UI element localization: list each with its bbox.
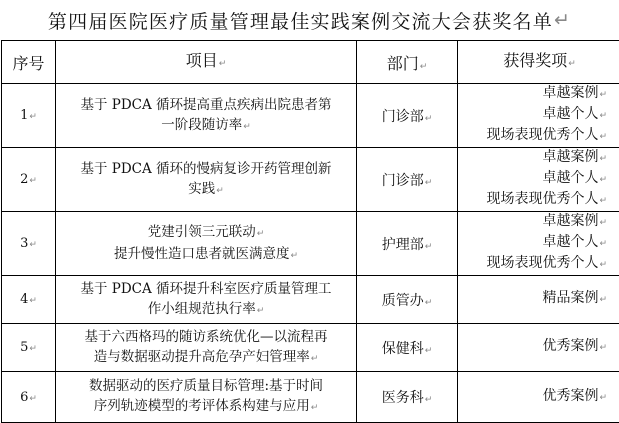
paragraph-mark: ↵	[599, 260, 607, 270]
cell-text: 一阶段随访率	[161, 117, 242, 133]
project-cell	[56, 148, 357, 212]
cell-text: 卓越案例	[542, 85, 598, 101]
award-cell	[458, 148, 619, 212]
table-row	[2, 84, 619, 148]
cell-text: 门诊部	[382, 109, 424, 125]
header-award	[458, 41, 619, 84]
paragraph-mark: ↵	[599, 90, 607, 100]
document-title: 第四届医院医疗质量管理最佳实践案例交流大会获奖名单	[48, 7, 553, 34]
paragraph-mark: ↵	[599, 393, 607, 403]
award-cell	[458, 212, 619, 276]
paragraph-mark: ↵	[311, 403, 319, 413]
paragraph-mark: ↵	[599, 218, 607, 228]
cell-text: 作小组规范执行率	[148, 301, 256, 317]
cell-text: 医务科	[382, 390, 424, 406]
paragraph-mark: ↵	[599, 239, 607, 249]
table-row	[2, 372, 619, 423]
dept-cell	[357, 212, 458, 276]
table-row	[2, 324, 619, 372]
paragraph-mark: ↵	[599, 196, 607, 206]
project-cell	[56, 212, 357, 276]
cell-text: 卓越案例	[542, 213, 598, 229]
project-cell	[56, 372, 357, 423]
project-cell	[56, 324, 357, 372]
table-row	[2, 148, 619, 212]
cell-text: 基于 PDCA 循环提升科室医疗质量管理工	[60, 279, 352, 299]
row-number	[2, 148, 56, 212]
cell-text: 2	[20, 172, 28, 187]
paragraph-mark: ↵	[568, 59, 576, 69]
paragraph-mark: ↵	[29, 394, 37, 404]
paragraph-mark: ↵	[599, 295, 607, 305]
row-number	[2, 212, 56, 276]
paragraph-mark: ↵	[599, 175, 607, 185]
paragraph-mark: ↵	[425, 346, 433, 356]
cell-text: 1	[20, 108, 28, 123]
header-dept	[357, 41, 458, 84]
dept-cell	[357, 276, 458, 324]
cell-text: 造与数据驱动提升高危孕产妇管理率	[94, 349, 310, 365]
cell-text: 护理部	[382, 237, 424, 253]
row-number	[2, 324, 56, 372]
paragraph-mark: ↵	[425, 395, 433, 405]
cell-text: 质管办	[382, 293, 424, 309]
paragraph-mark: ↵	[257, 306, 265, 316]
paragraph-mark: ↵	[29, 176, 37, 186]
paragraph-mark: ↵	[29, 296, 37, 306]
cell-text: 5	[20, 340, 28, 355]
award-cell	[458, 372, 619, 423]
project-cell	[56, 276, 357, 324]
cell-text: 序号	[12, 54, 44, 73]
cell-text: 3	[20, 236, 28, 251]
paragraph-mark: ↵	[425, 114, 433, 124]
cell-text: 党建引领三元联动	[148, 224, 256, 240]
paragraph-mark: ↵	[420, 62, 428, 72]
cell-text: 卓越个人	[542, 234, 598, 250]
cell-text: 优秀案例	[542, 388, 598, 404]
paragraph-mark: ↵	[554, 9, 571, 31]
cell-text: 基于 PDCA 循环的慢病复诊开药管理创新	[60, 159, 352, 179]
paragraph-mark: ↵	[311, 354, 319, 364]
cell-text: 部门	[387, 54, 419, 73]
paragraph-mark: ↵	[219, 59, 227, 69]
dept-cell	[357, 324, 458, 372]
cell-text: 现场表现优秀个人	[486, 255, 598, 271]
paragraph-mark: ↵	[599, 343, 607, 353]
table-header-row	[2, 41, 619, 84]
cell-text: 提升慢性造口患者就医满意度	[114, 246, 290, 262]
row-number	[2, 372, 56, 423]
table-row	[2, 276, 619, 324]
paragraph-mark: ↵	[29, 344, 37, 354]
award-cell	[458, 276, 619, 324]
paragraph-mark: ↵	[216, 186, 224, 196]
award-table	[1, 40, 619, 423]
paragraph-mark: ↵	[425, 242, 433, 252]
header-project	[56, 41, 357, 84]
row-number	[2, 84, 56, 148]
cell-text: 实践	[188, 181, 215, 197]
cell-text: 项目	[186, 51, 218, 70]
dept-cell	[357, 372, 458, 423]
cell-text: 卓越个人	[542, 170, 598, 186]
project-cell	[56, 84, 357, 148]
cell-text: 6	[20, 390, 28, 405]
dept-cell	[357, 148, 458, 212]
cell-text: 基于六西格玛的随访系统优化—以流程再	[60, 327, 352, 347]
cell-text: 现场表现优秀个人	[486, 191, 598, 207]
row-number	[2, 276, 56, 324]
paragraph-mark: ↵	[243, 122, 251, 132]
paragraph-mark: ↵	[29, 112, 37, 122]
cell-text: 优秀案例	[542, 338, 598, 354]
paragraph-mark: ↵	[599, 111, 607, 121]
paragraph-mark: ↵	[599, 154, 607, 164]
paragraph-mark: ↵	[29, 240, 37, 250]
table-row	[2, 212, 619, 276]
dept-cell	[357, 84, 458, 148]
award-cell	[458, 84, 619, 148]
header-no	[2, 41, 56, 84]
cell-text: 序列轨迹模型的考评体系构建与应用	[94, 398, 310, 414]
cell-text: 卓越案例	[542, 149, 598, 165]
paragraph-mark: ↵	[599, 132, 607, 142]
cell-text: 卓越个人	[542, 106, 598, 122]
cell-text: 精品案例	[542, 290, 598, 306]
cell-text: 数据驱动的医疗质量目标管理:基于时间	[60, 376, 352, 396]
document-title-bar	[0, 0, 619, 40]
cell-text: 现场表现优秀个人	[486, 127, 598, 143]
cell-text: 基于 PDCA 循环提高重点疾病出院患者第	[60, 95, 352, 115]
cell-text: 保健科	[382, 341, 424, 357]
cell-text: 门诊部	[382, 173, 424, 189]
paragraph-mark: ↵	[257, 229, 265, 239]
paragraph-mark: ↵	[290, 251, 298, 261]
cell-text: 获得奖项	[503, 51, 567, 70]
award-cell	[458, 324, 619, 372]
paragraph-mark: ↵	[425, 298, 433, 308]
paragraph-mark: ↵	[425, 178, 433, 188]
cell-text: 4	[20, 292, 28, 307]
